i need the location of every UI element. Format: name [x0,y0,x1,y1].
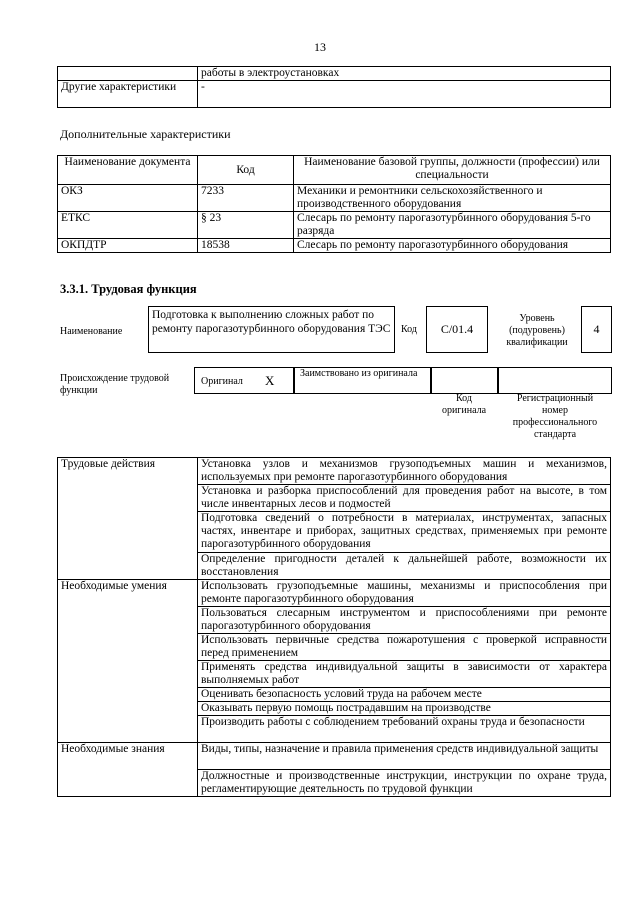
list-item: Использовать грузоподъемные машины, механизмы и приспособления при ремонте парогазотурбинного оборудования [198,580,611,607]
origin-label: Происхождение трудовой функции [60,373,170,396]
list-item: Виды, типы, назначение и правила применения средств индивидуальной защиты [198,743,611,770]
additional-title: Дополнительные характеристики [60,127,231,141]
level-value: 4 [593,322,600,336]
required-skills-label: Необходимые умения [58,580,198,743]
list-item: Пользоваться слесарным инструментом и приспособлениями при ремонте парогазотурбинного оборудования [198,607,611,634]
code-cell: § 23 [198,212,294,239]
doc-cell: ОКЗ [58,185,198,212]
name-cell: Механики и ремонтники сельскохозяйственного и производственного оборудования [294,185,611,212]
header-document: Наименование документа [58,156,198,185]
list-item: Производить работы с соблюдением требований охраны труда и безопасности [198,716,611,743]
origin-mark: X [265,373,275,388]
name-cell: Слесарь по ремонту парогазотурбинного оборудования 5-го разряда [294,212,611,239]
table-header-row [58,156,611,185]
origin-borrowed-text: Заимствовано из оригинала [300,368,418,379]
list-item: Установка и разборка приспособлений для проведения работ на высоте, в том числе инвентарных лесов и подмостей [198,485,611,512]
origin-original-text: Оригинал [201,376,243,387]
table-cell [58,67,198,81]
level-label: Уровень (подуровень) квалификации [506,313,568,348]
list-item: Оказывать первую помощь пострадавшим на производстве [198,702,611,716]
list-item: Подготовка сведений о потребности в материалах, инструментах, запасных частях, инвентаре и приборах, защитных средствах, применяемых при ремонте парогазотурбинного оборудования [198,512,611,553]
level-box [581,306,612,353]
code-label: Код [401,324,417,335]
required-knowledge-label: Необходимые знания [58,743,198,797]
main-table [57,457,611,797]
origin-code-caption: Код оригинала [441,393,487,416]
list-item: Должностные и производственные инструкции, инструкции по охране труда, регламентирующие деятельность по трудовой функции [198,770,611,797]
list-item: Оценивать безопасность условий труда на рабочем месте [198,688,611,702]
table-row [58,81,611,108]
origin-code-box [431,367,498,394]
origin-reg-box [498,367,612,394]
list-item: Определение пригодности деталей к дальнейшей работе, возможности их восстановления [198,553,611,580]
table-row [58,743,611,770]
table-row [58,185,611,212]
function-name-value: Подготовка к выполнению сложных работ по ремонту парогазотурбинного оборудования ТЭС [152,309,391,335]
doc-cell: ЕТКС [58,212,198,239]
name-cell: Слесарь по ремонту парогазотурбинного оборудования [294,239,611,253]
list-item: Применять средства индивидуальной защиты в зависимости от характера выполняемых работ [198,661,611,688]
code-cell: 7233 [198,185,294,212]
doc-cell: ОКПДТР [58,239,198,253]
code-cell: 18538 [198,239,294,253]
table-row [58,458,611,485]
table-row [58,239,611,253]
function-name-box [148,306,395,353]
page-number: 13 [314,40,326,54]
table-row [58,67,611,81]
top-row1-value: работы в электроустановках [198,67,611,81]
function-code-box [426,306,488,353]
header-name: Наименование базовой группы, должности (профессии) или специальности [294,156,611,185]
list-item: Использовать первичные средства пожаротушения с проверкой исправности перед применением [198,634,611,661]
table-row [58,580,611,607]
additional-table [57,155,611,253]
header-code: Код [198,156,294,185]
name-label: Наименование [60,326,123,337]
list-item: Установка узлов и механизмов грузоподъемных машин и механизмов, используемых при ремонте парогазотурбинного оборудования [198,458,611,485]
labor-actions-label: Трудовые действия [58,458,198,580]
origin-reg-caption: Регистрационный номер профессионального стандарта [512,393,598,440]
other-characteristics-label: Другие характеристики [58,81,198,108]
top-table [57,66,611,108]
other-characteristics-value: - [198,81,611,108]
table-row [58,212,611,239]
function-code-value: C/01.4 [440,322,474,336]
section-title: 3.3.1. Трудовая функция [60,282,197,296]
